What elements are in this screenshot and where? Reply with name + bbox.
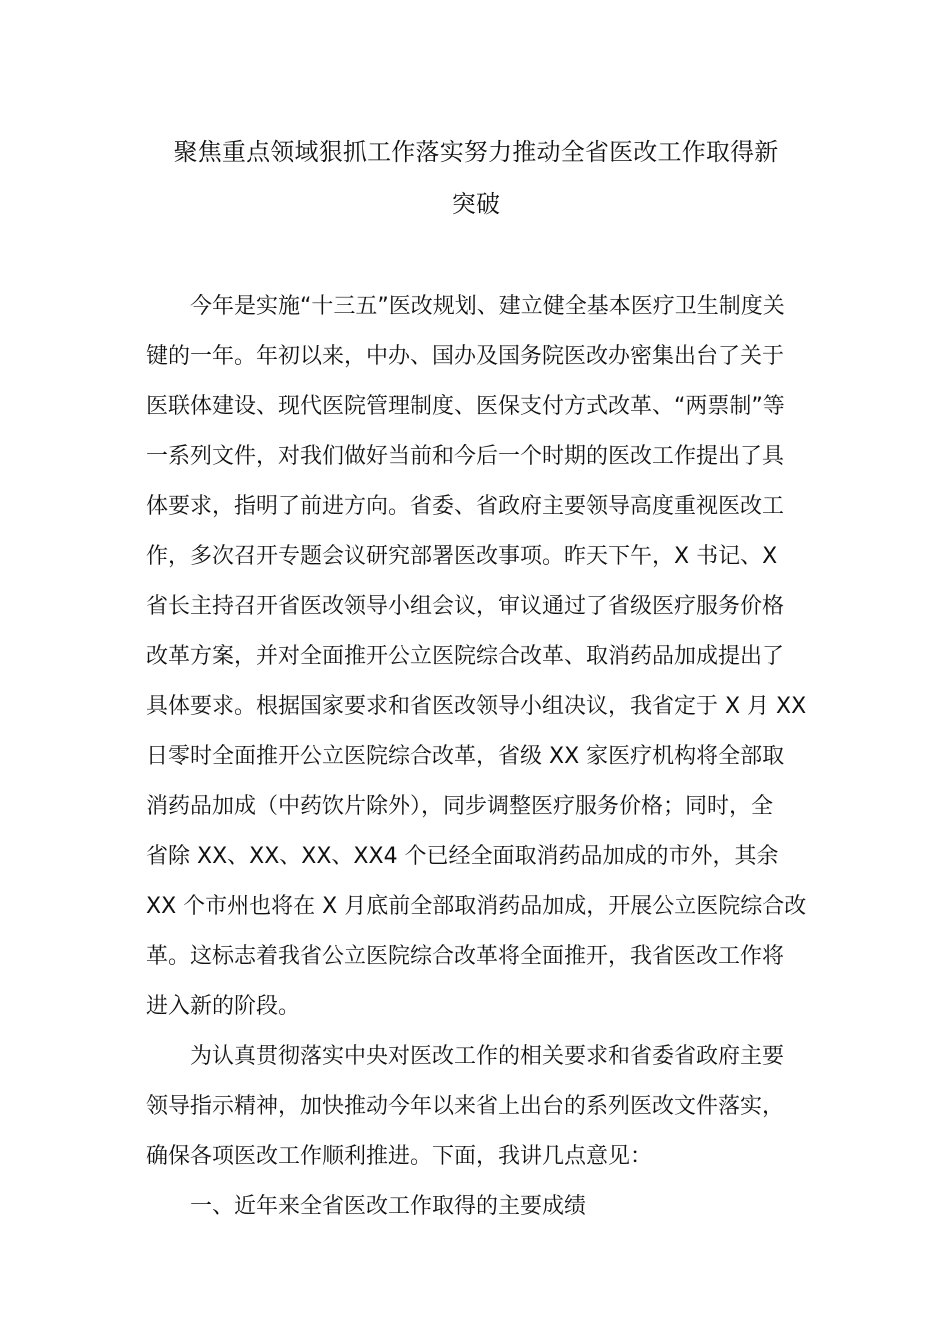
paragraph-line: 省长主持召开省医改领导小组会议，审议通过了省级医疗服务价格 <box>146 594 785 619</box>
paragraph-purpose <box>146 1032 808 1182</box>
section-heading-text: 一、近年来全省医改工作取得的主要成绩 <box>190 1194 587 1219</box>
document-title <box>146 126 806 230</box>
paragraph-line: 作，多次召开专题会议研究部署医改事项。昨天下午，X 书记、X <box>146 544 778 569</box>
paragraph-line: 确保各项医改工作顺利推进。下面，我讲几点意见： <box>146 1144 653 1169</box>
paragraph-line: 消药品加成（中药饮片除外），同步调整医疗服务价格；同时，全 <box>146 794 774 819</box>
paragraph-line: 领导指示精神，加快推动今年以来省上出台的系列医改文件落实， <box>146 1094 785 1119</box>
paragraph-line: 省除 XX、XX、XX、XX4 个已经全面取消药品加成的市外，其余 <box>146 844 779 869</box>
paragraph-line: XX 个市州也将在 X 月底前全部取消药品加成，开展公立医院综合改 <box>146 894 807 919</box>
title-line: 突破 <box>451 190 501 218</box>
paragraph-line: 具体要求。根据国家要求和省医改领导小组决议，我省定于 X 月 XX <box>146 694 807 719</box>
paragraph-line: 改革方案，并对全面推开公立医院综合改革、取消药品加成提出了 <box>146 644 785 669</box>
paragraph-line: 进入新的阶段。 <box>146 994 301 1019</box>
paragraph-line: 一系列文件，对我们做好当前和今后一个时期的医改工作提出了具 <box>146 444 785 469</box>
paragraph-intro <box>146 282 808 1032</box>
paragraph-line: 今年是实施“十三五”医改规划、建立健全基本医疗卫生制度关 <box>190 294 785 319</box>
section-heading <box>146 1182 808 1232</box>
paragraph-line: 医联体建设、现代医院管理制度、医保支付方式改革、“两票制”等 <box>146 394 785 419</box>
paragraph-line: 日零时全面推开公立医院综合改革，省级 XX 家医疗机构将全部取 <box>146 744 785 769</box>
paragraph-line: 体要求，指明了前进方向。省委、省政府主要领导高度重视医改工 <box>146 494 785 519</box>
paragraph-line: 革。这标志着我省公立医院综合改革将全面推开，我省医改工作将 <box>146 944 785 969</box>
paragraph-line: 为认真贯彻落实中央对医改工作的相关要求和省委省政府主要 <box>190 1044 785 1069</box>
document-body <box>146 282 808 1232</box>
title-line: 聚焦重点领域狠抓工作落实努力推动全省医改工作取得新 <box>173 138 779 166</box>
paragraph-line: 键的一年。年初以来，中办、国办及国务院医改办密集出台了关于 <box>146 344 785 369</box>
